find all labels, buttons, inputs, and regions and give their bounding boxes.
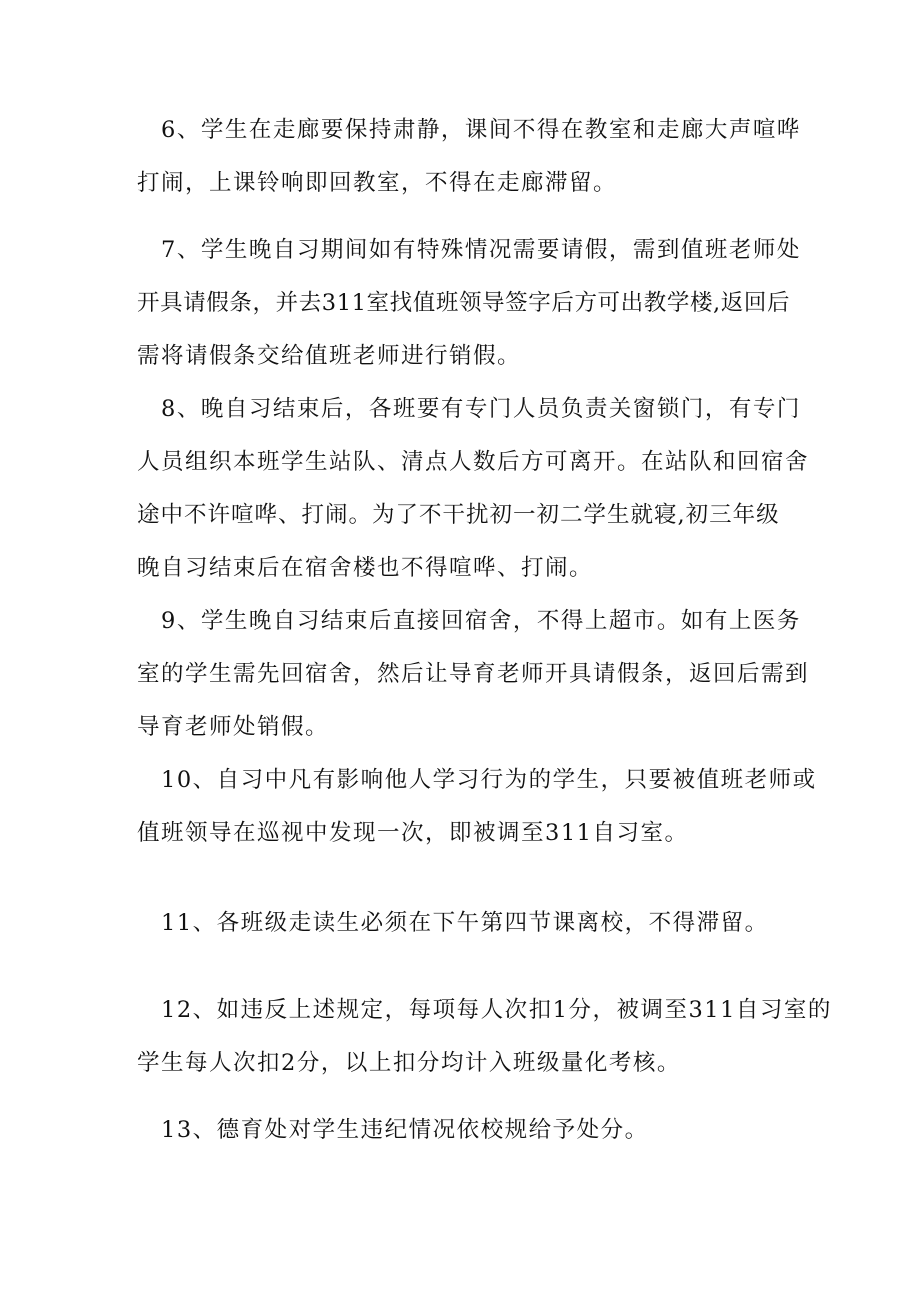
- paragraph-line: 学生每人次扣2分，以上扣分均计入班级量化考核。: [137, 1050, 681, 1076]
- paragraph-line: 6、学生在走廊要保持肃静，课间不得在教室和走廊大声喧哗: [161, 117, 801, 143]
- paragraph-9: [137, 595, 810, 754]
- paragraph-line: 8、晚自习结束后，各班要有专门人员负责关窗锁门，有专门: [161, 396, 801, 422]
- paragraph-11: [137, 897, 785, 950]
- paragraph-12: [137, 984, 832, 1090]
- paragraph-line: 导育老师处销假。: [137, 714, 330, 740]
- paragraph-line: 途中不许喧哗、打闹。为了不干扰初一初二学生就寝,初三年级: [137, 502, 780, 528]
- paragraph-line: 室的学生需先回宿舍，然后让导育老师开具请假条，返回后需到: [137, 661, 810, 687]
- paragraph-line: 值班领导在巡视中发现一次，即被调至311自习室。: [137, 820, 689, 846]
- paragraph-line: 11、各班级走读生必须在下午第四节课离校，不得滞留。: [161, 910, 769, 936]
- paragraph-line: 13、德育处对学生违纪情况依校规给予处分。: [161, 1117, 649, 1143]
- paragraph-line: 7、学生晚自习期间如有特殊情况需要请假，需到值班老师处: [161, 237, 801, 263]
- paragraph-line: 开具请假条，并去311室找值班领导签字后方可出教学楼,返回后: [137, 290, 791, 316]
- paragraph-line: 12、如违反上述规定，每项每人次扣1分，被调至311自习室的: [161, 997, 832, 1023]
- paragraph-line: 晚自习结束后在宿舍楼也不得喧哗、打闹。: [137, 555, 594, 581]
- paragraph-10: [137, 754, 817, 860]
- paragraph-line: 9、学生晚自习结束后直接回宿舍，不得上超市。如有上医务: [161, 608, 801, 634]
- paragraph-line: 打闹，上课铃响即回教室，不得在走廊滞留。: [137, 170, 618, 196]
- paragraph-line: 需将请假条交给值班老师进行销假。: [137, 343, 522, 369]
- paragraph-13: [137, 1104, 785, 1157]
- paragraph-7: [137, 224, 801, 383]
- paragraph-line: 10、自习中凡有影响他人学习行为的学生，只要被值班老师或: [161, 767, 817, 793]
- paragraph-8: [137, 383, 810, 595]
- paragraph-line: 人员组织本班学生站队、清点人数后方可离开。在站队和回宿舍: [137, 449, 810, 475]
- paragraph-6: [137, 104, 801, 210]
